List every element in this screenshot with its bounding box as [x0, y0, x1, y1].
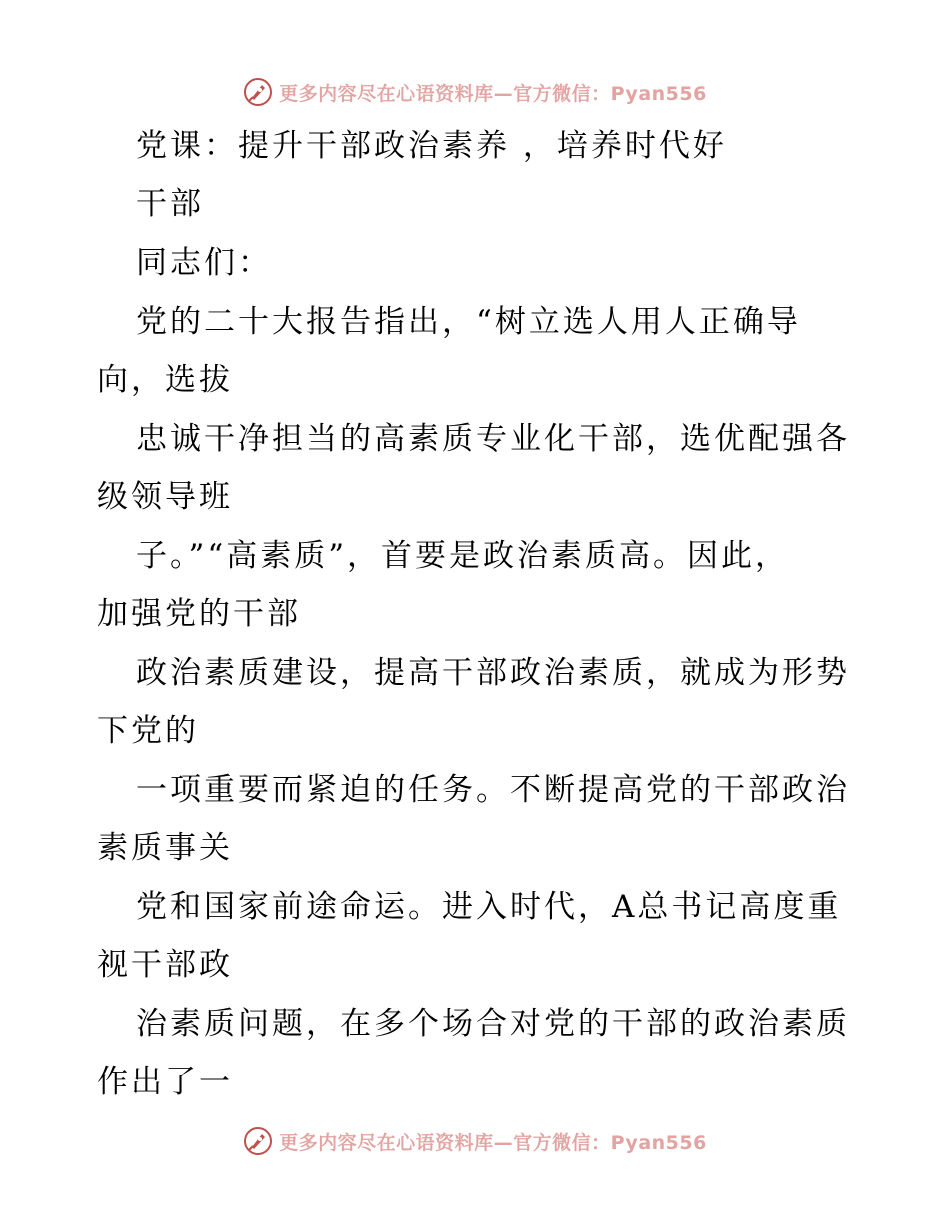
- paragraph-line: 忠诚干净担当的高素质专业化干部，选优配强各: [136, 421, 850, 457]
- paragraph-line: 素质事关: [97, 830, 233, 866]
- salutation: 同志们：: [136, 245, 272, 281]
- paragraph-line: 作出了一: [97, 1064, 233, 1100]
- header-banner: [0, 72, 950, 112]
- paragraph-line: 一项重要而紧迫的任务。不断提高党的干部政治: [136, 772, 850, 808]
- banner-text: 更多内容尽在心语资料库—官方微信：Pyan556: [279, 82, 707, 105]
- pen-nib-logo-icon: [243, 77, 273, 107]
- document-title: 党课：提升干部政治素养 ，培养时代好: [136, 128, 727, 164]
- paragraph-line: 视干部政: [97, 947, 233, 983]
- paragraph-line: 加强党的干部: [97, 596, 301, 632]
- pen-nib-logo-icon: [243, 1126, 273, 1156]
- document-title-continued: 干部: [136, 186, 204, 222]
- paragraph-line: 治素质问题，在多个场合对党的干部的政治素质: [136, 1006, 850, 1042]
- footer-banner: [0, 1121, 950, 1161]
- paragraph-line: 党和国家前途命运。进入时代，A总书记高度重: [136, 889, 842, 925]
- banner-text: 更多内容尽在心语资料库—官方微信：Pyan556: [279, 1131, 707, 1154]
- paragraph-line: 政治素质建设，提高干部政治素质，就成为形势: [136, 655, 850, 691]
- paragraph-line: 级领导班: [97, 479, 233, 515]
- paragraph-line: 子。”“高素质”，首要是政治素质高。因此，: [136, 538, 790, 574]
- paragraph-line: 党的二十大报告指出，“树立选人用人正确导: [136, 304, 801, 340]
- paragraph-line: 向，选拔: [97, 362, 233, 398]
- paragraph-line: 下党的: [97, 713, 199, 749]
